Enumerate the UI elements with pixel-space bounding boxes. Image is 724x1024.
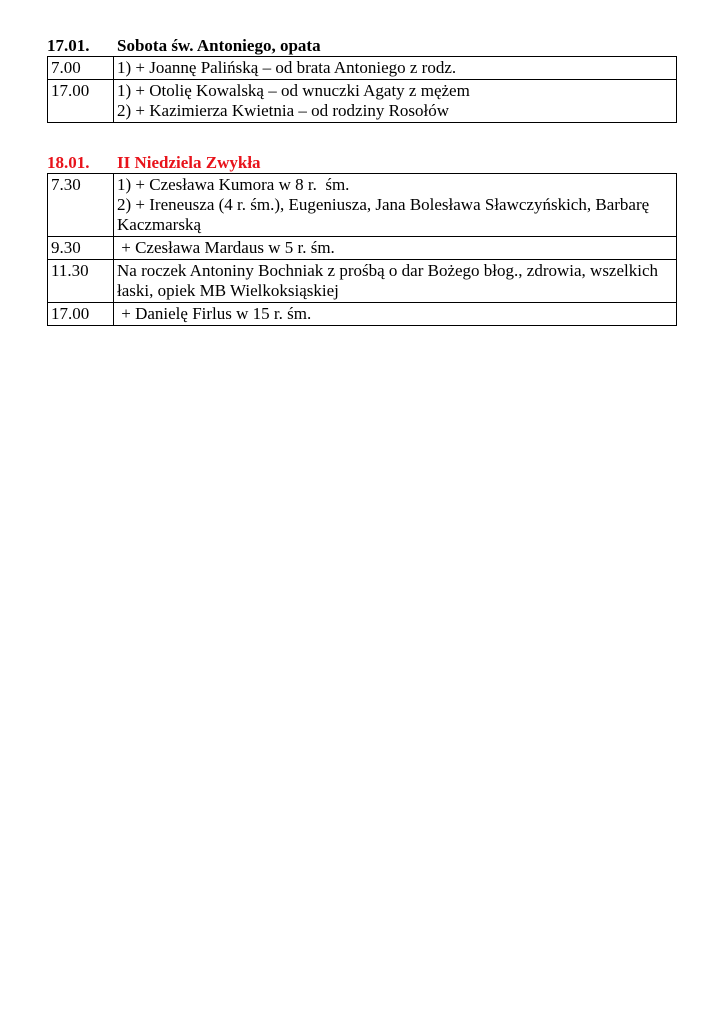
mass-intention <box>114 237 677 260</box>
intention-line: + Czesława Mardaus w 5 r. śm. <box>117 238 335 257</box>
table-row <box>48 260 677 303</box>
day-title: Sobota św. Antoniego, opata <box>117 36 321 55</box>
mass-schedule-table <box>47 173 677 326</box>
mass-intention <box>114 57 677 80</box>
table-row <box>48 303 677 326</box>
intention-line: 2) + Kazimierza Kwietnia – od rodziny Rosołów <box>117 101 450 120</box>
intention-line: + Danielę Firlus w 15 r. śm. <box>117 304 312 323</box>
day-date: 18.01. <box>47 153 90 172</box>
mass-intention <box>114 80 677 123</box>
table-row <box>48 80 677 123</box>
mass-time: 7.00 <box>48 57 114 80</box>
day-date: 17.01. <box>47 36 90 55</box>
mass-schedule-table <box>47 56 677 123</box>
mass-time: 11.30 <box>48 260 114 303</box>
day-section-17-01 <box>47 36 677 123</box>
mass-time: 17.00 <box>48 303 114 326</box>
mass-intention <box>114 174 677 237</box>
day-heading <box>47 153 677 173</box>
day-heading <box>47 36 677 56</box>
intention-line: Na roczek Antoniny Bochniak z prośbą o dar Bożego błog., zdrowia, wszelkich łaski, opiek MB Wielkoksiąskiej <box>117 261 663 300</box>
intention-line: 2) + Ireneusza (4 r. śm.), Eugeniusza, Jana Bolesława Sławczyńskich, Barbarę Kaczmarską <box>117 195 654 234</box>
mass-intention <box>114 260 677 303</box>
day-section-18-01 <box>47 153 677 326</box>
day-title: II Niedziela Zwykła <box>117 153 261 172</box>
intention-line: 1) + Joannę Palińską – od brata Antoniego z rodz. <box>117 58 457 77</box>
intention-line: 1) + Czesława Kumora w 8 r. śm. <box>117 175 350 194</box>
mass-time: 9.30 <box>48 237 114 260</box>
mass-time: 17.00 <box>48 80 114 123</box>
mass-intention <box>114 303 677 326</box>
intention-line: 1) + Otolię Kowalską – od wnuczki Agaty z mężem <box>117 81 470 100</box>
table-row <box>48 174 677 237</box>
mass-time: 7.30 <box>48 174 114 237</box>
table-row <box>48 57 677 80</box>
table-row <box>48 237 677 260</box>
